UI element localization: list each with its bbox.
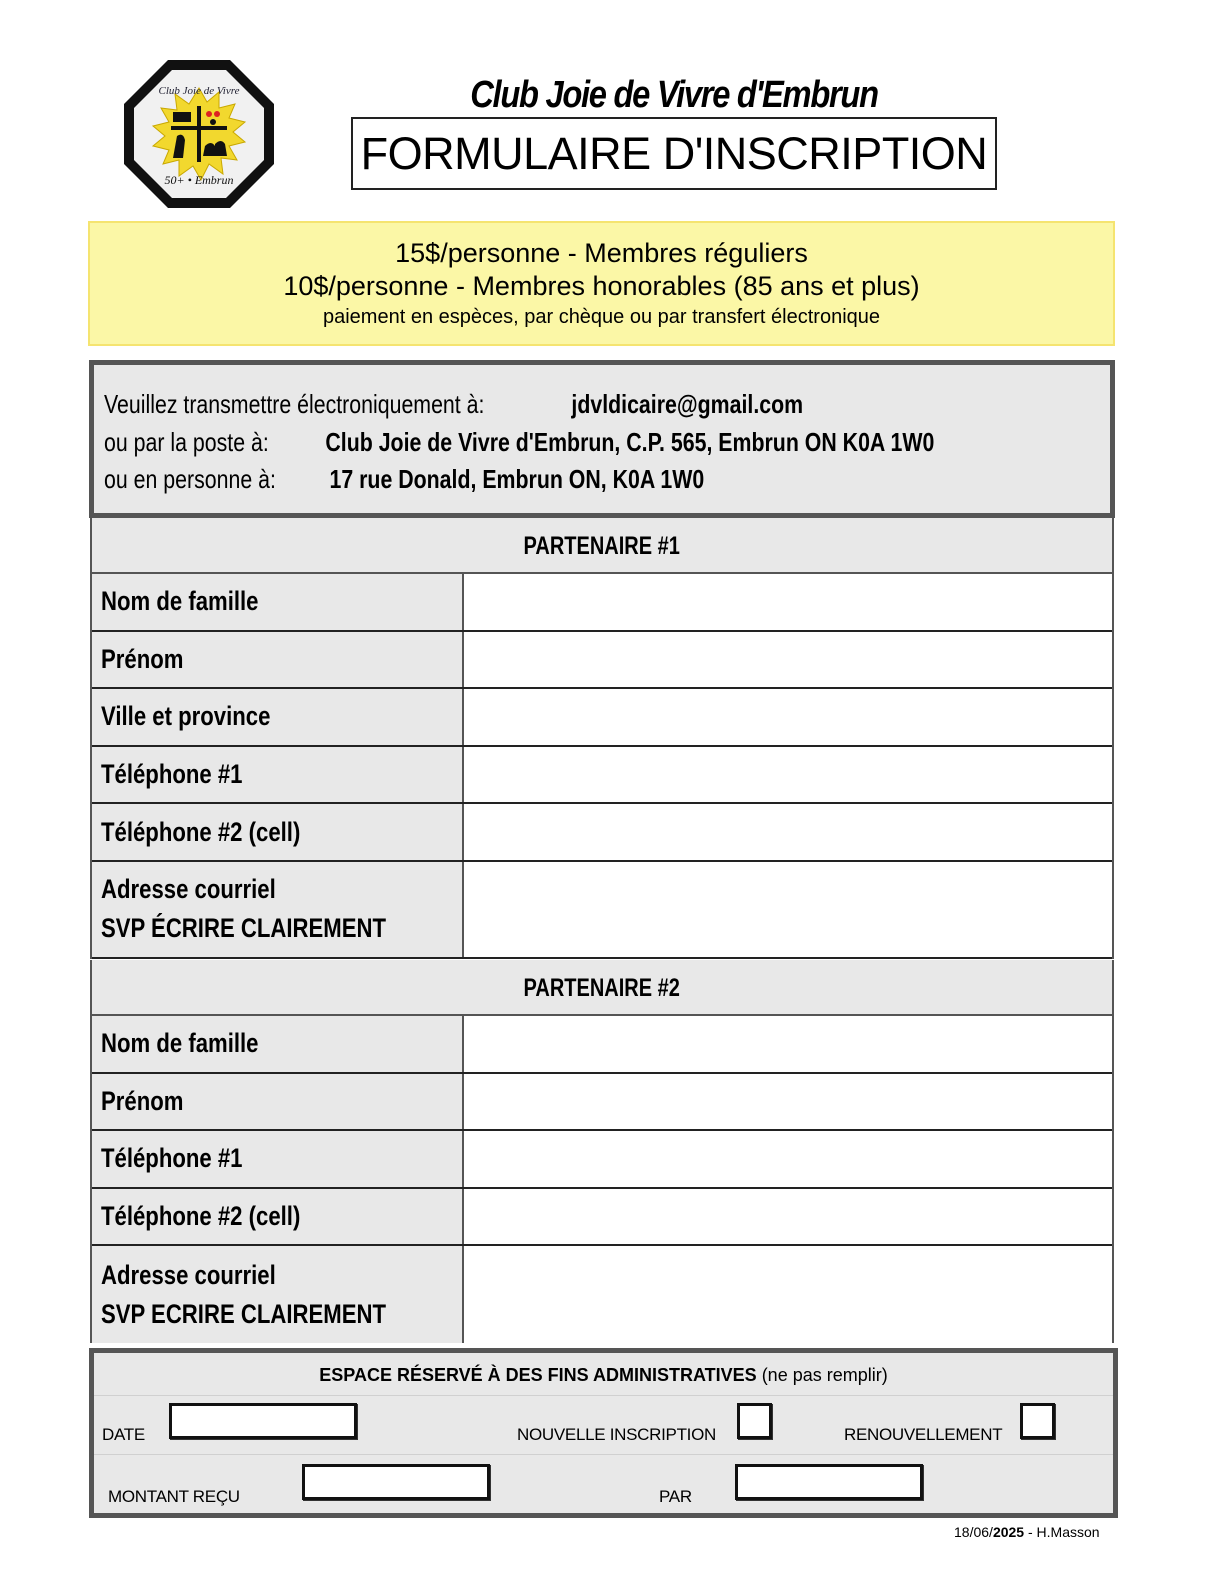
field-label: Ville et province — [101, 701, 271, 732]
price-honorary: 10$/personne - Membres honorables (85 ans et plus) — [283, 271, 920, 301]
submission-person-row — [104, 464, 705, 495]
submission-mail-label: ou par la poste à: — [104, 427, 269, 457]
partner1-row-last-name — [92, 574, 1112, 632]
admin-new-label: NOUVELLE INSCRIPTION — [517, 1425, 716, 1444]
partner1-email-input[interactable] — [464, 862, 1112, 957]
partner2-row-phone2 — [92, 1189, 1112, 1247]
form-title: FORMULAIRE D'INSCRIPTION — [351, 117, 997, 190]
partner1-heading: PARTENAIRE #1 — [92, 518, 1112, 574]
admin-renew-checkbox[interactable] — [1020, 1403, 1055, 1439]
field-label: Nom de famille — [101, 1028, 259, 1059]
submission-mail-row — [104, 427, 935, 458]
partner2-row-first-name — [92, 1074, 1112, 1132]
partner1-section — [90, 518, 1114, 959]
partner2-first-name-input[interactable] — [464, 1074, 1112, 1130]
submission-person-label: ou en personne à: — [104, 464, 276, 494]
admin-date-field[interactable] — [169, 1403, 357, 1439]
admin-amount-label: MONTANT REÇU — [108, 1487, 240, 1506]
admin-heading: ESPACE RÉSERVÉ À DES FINS ADMINISTRATIVES (ne pas remplir) — [319, 1365, 888, 1385]
admin-amount-field[interactable] — [302, 1464, 490, 1500]
field-label: Adresse courriel — [101, 874, 276, 905]
divider — [94, 1395, 1113, 1396]
admin-date-label: DATE — [102, 1425, 145, 1444]
partner1-row-email — [92, 862, 1112, 959]
field-label: Prénom — [101, 1085, 184, 1116]
partner1-phone2-input[interactable] — [464, 804, 1112, 860]
partner2-row-last-name — [92, 1016, 1112, 1074]
partner2-row-email — [92, 1246, 1112, 1343]
payment-methods: paiement en espèces, par chèque ou par transfert électronique — [322, 306, 881, 328]
partner2-heading: PARTENAIRE #2 — [92, 960, 1112, 1016]
pricing-banner — [88, 221, 1115, 346]
partner2-last-name-input[interactable] — [464, 1016, 1112, 1072]
submission-info-box — [89, 360, 1115, 518]
field-label: Prénom — [101, 643, 184, 674]
field-label: Téléphone #2 (cell) — [101, 816, 301, 847]
partner2-phone2-input[interactable] — [464, 1189, 1112, 1245]
field-label: Téléphone #1 — [101, 759, 243, 790]
partner2-section — [90, 960, 1114, 1343]
partner1-row-phone2 — [92, 804, 1112, 862]
submission-email-link[interactable]: jdvldicaire@gmail.com — [571, 389, 804, 419]
field-label: Nom de famille — [101, 586, 259, 617]
submission-email-row — [104, 389, 804, 420]
field-label: Adresse courriel — [101, 1259, 276, 1290]
divider — [94, 1454, 1113, 1455]
submission-email-label: Veuillez transmettre électroniquement à: — [104, 389, 485, 419]
price-regular: 15$/personne - Membres réguliers — [395, 238, 808, 268]
field-label: Téléphone #2 (cell) — [101, 1201, 301, 1232]
partner1-last-name-input[interactable] — [464, 574, 1112, 630]
partner1-first-name-input[interactable] — [464, 632, 1112, 688]
field-label-note: SVP ECRIRE CLAIREMENT — [101, 1298, 386, 1329]
admin-renew-label: RENOUVELLEMENT — [844, 1425, 1003, 1444]
submission-person-address: 17 rue Donald, Embrun ON, K0A 1W0 — [329, 464, 705, 494]
partner2-row-phone1 — [92, 1131, 1112, 1189]
admin-by-field[interactable] — [735, 1464, 923, 1500]
partner1-row-first-name — [92, 632, 1112, 690]
partner1-phone1-input[interactable] — [464, 747, 1112, 803]
partner2-email-input[interactable] — [464, 1246, 1112, 1343]
revision-footer: 18/06/2025 - H.Masson — [954, 1524, 1100, 1540]
field-label: Téléphone #1 — [101, 1143, 243, 1174]
submission-mail-address: Club Joie de Vivre d'Embrun, C.P. 565, Embrun ON K0A 1W0 — [325, 427, 935, 457]
partner1-row-city — [92, 689, 1112, 747]
admin-section — [89, 1348, 1118, 1518]
logo-arc-text: Club Joie de Vivre — [158, 85, 240, 97]
admin-new-checkbox[interactable] — [737, 1403, 772, 1439]
field-label-note: SVP ÉCRIRE CLAIREMENT — [101, 913, 386, 944]
club-logo — [122, 58, 276, 210]
partner2-phone1-input[interactable] — [464, 1131, 1112, 1187]
partner1-city-input[interactable] — [464, 689, 1112, 745]
logo-bottom-text: 50+ • Embrun — [164, 173, 234, 187]
admin-by-label: PAR — [659, 1487, 692, 1506]
club-name-heading: Club Joie de Vivre d'Embrun — [470, 74, 878, 116]
partner1-row-phone1 — [92, 747, 1112, 805]
